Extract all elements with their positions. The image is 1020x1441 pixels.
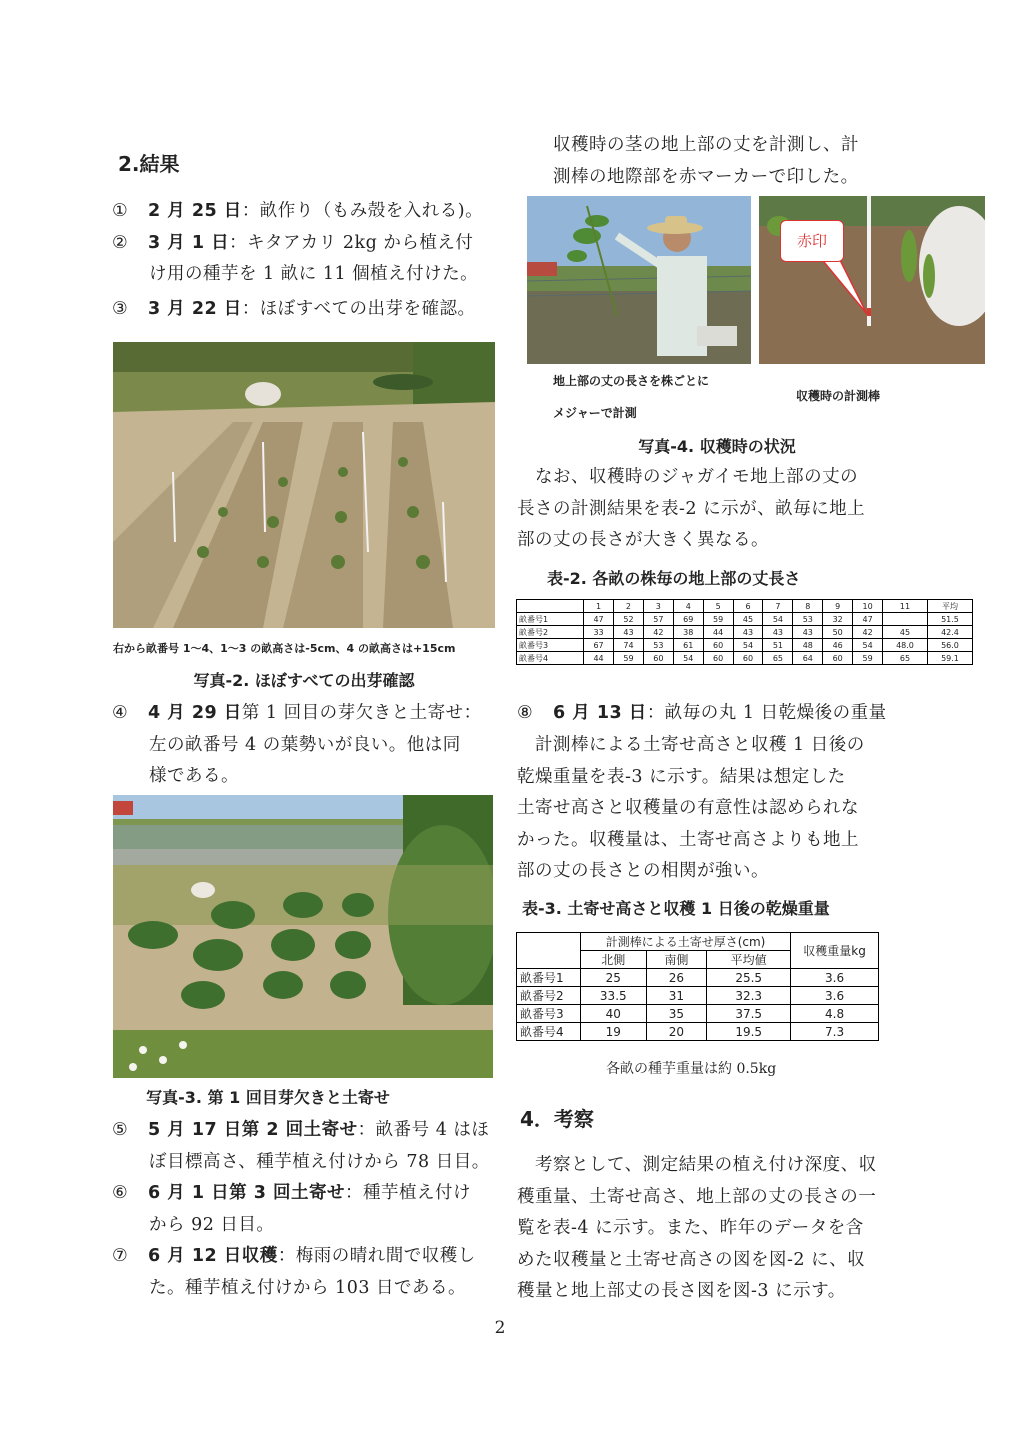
table-cell: 67 [584,639,614,652]
item-date: 2 月 25 日 [148,201,242,221]
item-text-cont: から 92 日目。 [149,1214,275,1235]
intro-text [553,130,893,193]
text-line: 部の丈の長さとの相関が強い。 [517,861,769,881]
item-number: ⑧ [517,703,534,723]
table-cell: 畝番号3 [517,1005,581,1023]
item-number: ③ [112,298,129,319]
table-cell: 46 [823,639,853,652]
table-cell: 48 [793,639,823,652]
table-cell: 69 [673,613,703,626]
table-cell: 64 [793,652,823,665]
list-item [112,698,492,793]
paragraph [517,730,897,888]
table-cell: 32.3 [707,987,791,1005]
table-cell: 54 [673,652,703,665]
table-row [517,969,879,987]
table-cell: 45 [883,626,928,639]
table-header: 南側 [646,951,707,969]
table-cell: 65 [883,652,928,665]
table-cell: 畝番号2 [517,987,581,1005]
table-cell: 4.8 [791,1005,879,1023]
table-header: 11 [883,600,928,613]
table-cell: 50 [823,626,853,639]
table-cell: 60 [703,639,733,652]
table-header: 計測棒による土寄せ厚さ(cm) [580,933,790,951]
table-caption: 表-3. 土寄せ高さと収穫 1 日後の乾燥重量 [522,899,830,918]
table-cell: 25 [580,969,646,987]
table-cell [883,613,928,626]
table-row [517,626,973,639]
table-header: 8 [793,600,823,613]
item-date: 3 月 1 日 [148,232,230,253]
table-cell: 3.6 [791,987,879,1005]
list-item [112,1115,492,1147]
table-cell: 畝番号3 [517,639,584,652]
table-cell: 56.0 [927,639,972,652]
table-cell: 44 [584,652,614,665]
table-header: 3 [643,600,673,613]
table-cell: 65 [763,652,793,665]
table-header: 4 [673,600,703,613]
table-cell: 19 [580,1023,646,1041]
table-cell: 51.5 [927,613,972,626]
photo-measuring-person [527,196,751,364]
text-line: めた収穫量と土寄せ高さの図を図-2 に、収 [517,1249,866,1270]
table-header: 北側 [580,951,646,969]
table-header [517,600,584,613]
photo-caption: 写真-4. 収穫時の状況 [638,437,796,456]
section-title-results: 2.結果 [118,152,180,176]
text-line: なお、収穫時のジャガイモ地上部の丈の [535,467,859,487]
item-number: ⑤ [112,1120,129,1140]
table-row [517,613,973,626]
item-number: ⑥ [112,1183,129,1203]
table-header: 平均 [927,600,972,613]
table-cell: 42.4 [927,626,972,639]
item-date: 6 月 1 日第 3 回土寄せ [148,1183,345,1203]
item-text: ：種芋植え付け [345,1183,471,1203]
table-cell: 25.5 [707,969,791,987]
item-number: ① [112,201,129,221]
photo-note: メジャーで計測 [553,406,637,420]
item-text: ：畝毎の丸 1 日乾燥後の重量 [646,703,887,723]
item-text: 第 1 回目の芽欠きと土寄せ： [241,703,482,723]
item-text-cont: た。種芋植え付けから 103 日である。 [149,1277,467,1298]
table-cell: 畝番号1 [517,613,584,626]
table-row [517,987,879,1005]
table-cell: 51 [763,639,793,652]
text-line: 穫量と地上部丈の長さ図を図-3 に示す。 [517,1281,846,1301]
table-cell: 7.3 [791,1023,879,1041]
table-cell: 20 [646,1023,707,1041]
table-cell: 畝番号1 [517,969,581,987]
table-header: 9 [823,600,853,613]
table-cell: 54 [763,613,793,626]
table-cell: 33.5 [580,987,646,1005]
item-text: ：畝番号 4 はほ [357,1120,490,1140]
text-line: 計測棒による土寄せ高さと収穫 1 日後の [535,735,865,755]
item-date: 4 月 29 日 [148,703,242,723]
table-cell: 37.5 [707,1005,791,1023]
photo-emergence [113,342,495,628]
photo-note: 地上部の丈の長さを株ごとに [553,374,710,388]
table-header: 5 [703,600,733,613]
table-stem-length [516,599,973,665]
table-cell: 48.0 [883,639,928,652]
list-item [112,294,492,326]
table-cell: 43 [763,626,793,639]
text-line: 考察として、測定結果の植え付け深度、収 [535,1155,877,1175]
table-cell: 59 [614,652,644,665]
item-text: ：キタアカリ 2kg から植え付 [229,232,474,253]
table-hilling-weight [516,932,879,1041]
table-caption: 表-2. 各畝の株毎の地上部の丈長さ [547,569,801,588]
item-text-cont: 左の畝番号 4 の葉勢いが良い。他は同 [149,734,461,755]
text-line: 収穫時の茎の地上部の丈を計測し、計 [553,135,859,155]
table-cell: 59 [703,613,733,626]
table-cell: 60 [643,652,673,665]
table-cell: 43 [793,626,823,639]
table-header: 10 [853,600,883,613]
item-date: 6 月 12 日収穫 [148,1246,278,1266]
table-cell: 47 [584,613,614,626]
table-cell: 40 [580,1005,646,1023]
table-cell: 60 [823,652,853,665]
table-row [517,1005,879,1023]
table-cell: 畝番号4 [517,1023,581,1041]
table-cell: 57 [643,613,673,626]
table-row [517,639,973,652]
table-cell: 74 [614,639,644,652]
table-row [517,652,973,665]
table-cell: 59 [853,652,883,665]
table-row [517,600,973,613]
table-cell: 59.1 [927,652,972,665]
table-cell: 31 [646,987,707,1005]
item-date: 5 月 17 日第 2 回土寄せ [148,1120,358,1140]
table-header: 1 [584,600,614,613]
photo-caption: 写真-3. 第 1 回目芽欠きと土寄せ [146,1088,390,1107]
results-list [112,196,492,325]
table-cell: 畝番号4 [517,652,584,665]
table-cell: 19.5 [707,1023,791,1041]
table-cell: 61 [673,639,703,652]
table-header: 平均値 [707,951,791,969]
table-row [517,1023,879,1041]
text-line: 穫重量、土寄せ高さ、地上部の丈の長さの一 [517,1186,877,1207]
table-cell: 53 [643,639,673,652]
photo-note: 右から畝番号 1～4、1～3 の畝高さは-5cm、4 の畝高さは+15cm [113,642,456,655]
table-cell: 60 [733,652,763,665]
text-line: 長さの計測結果を表-2 に示が、畝毎に地上 [517,498,866,519]
table-cell [517,933,581,969]
photo-first-hilling [113,795,493,1078]
item-text: ：畝作り（もみ殻を入れる)。 [241,201,484,221]
table-cell: 38 [673,626,703,639]
item-text: ：ほぼすべての出芽を確認。 [241,298,476,319]
item-date: 3 月 22 日 [148,298,242,319]
item-text-cont: け用の種芋を 1 畝に 11 個植え付けた。 [149,264,479,284]
table-header: 収穫重量kg [791,933,879,969]
item-text: ：梅雨の晴れ間で収穫し [277,1246,476,1266]
list-item [112,196,492,228]
text-line: 測棒の地際部を赤マーカーで印した。 [553,166,859,187]
table-cell: 54 [733,639,763,652]
table-cell: 35 [646,1005,707,1023]
table-cell: 42 [853,626,883,639]
item-text-cont: ぼ目標高さ、種芋植え付けから 78 日目。 [149,1151,490,1172]
text-line: 部の丈の長さが大きく異なる。 [517,530,769,550]
list-item [112,1178,492,1210]
table-cell: 54 [853,639,883,652]
table-cell: 43 [733,626,763,639]
page-number: 2 [494,1318,506,1338]
table-cell: 32 [823,613,853,626]
table-cell: 44 [703,626,733,639]
red-mark-callout: 赤印 [780,220,844,262]
table-header: 2 [614,600,644,613]
paragraph [517,1150,897,1308]
list-item [517,698,897,730]
photo-note: 収穫時の計測棒 [796,389,881,403]
text-line: かった。収穫量は、土寄せ高さよりも地上 [517,829,859,850]
table-cell: 畝番号2 [517,626,584,639]
text-line: 乾燥重量を表-3 に示す。結果は想定した [517,766,846,787]
table-cell: 52 [614,613,644,626]
text-line: 土寄せ高さと収穫量の有意性は認められな [517,798,859,818]
table-cell: 47 [853,613,883,626]
table-header: 7 [763,600,793,613]
results-list-2 [112,1115,492,1304]
item-date: 6 月 13 日 [553,703,647,723]
list-item [112,228,492,260]
list-item [112,1241,492,1273]
table-cell: 3.6 [791,969,879,987]
table-cell: 26 [646,969,707,987]
photo-caption: 写真-2. ほぼすべての出芽確認 [193,671,415,690]
table-cell: 43 [614,626,644,639]
table-row [517,933,879,951]
item-number: ④ [112,703,129,723]
item-number: ⑦ [112,1246,129,1266]
section-title-discussion: 4．考察 [520,1107,594,1131]
table-cell: 45 [733,613,763,626]
item-text-cont: 様である。 [149,766,239,786]
table-header: 6 [733,600,763,613]
text-line: 覧を表-4 に示す。また、昨年のデータを含 [517,1218,864,1238]
table-cell: 60 [703,652,733,665]
table-cell: 53 [793,613,823,626]
table-cell: 42 [643,626,673,639]
table-note: 各畝の種芋重量は約 0.5kg [606,1061,777,1077]
item-number: ② [112,232,129,253]
paragraph [517,462,897,557]
table-cell: 33 [584,626,614,639]
